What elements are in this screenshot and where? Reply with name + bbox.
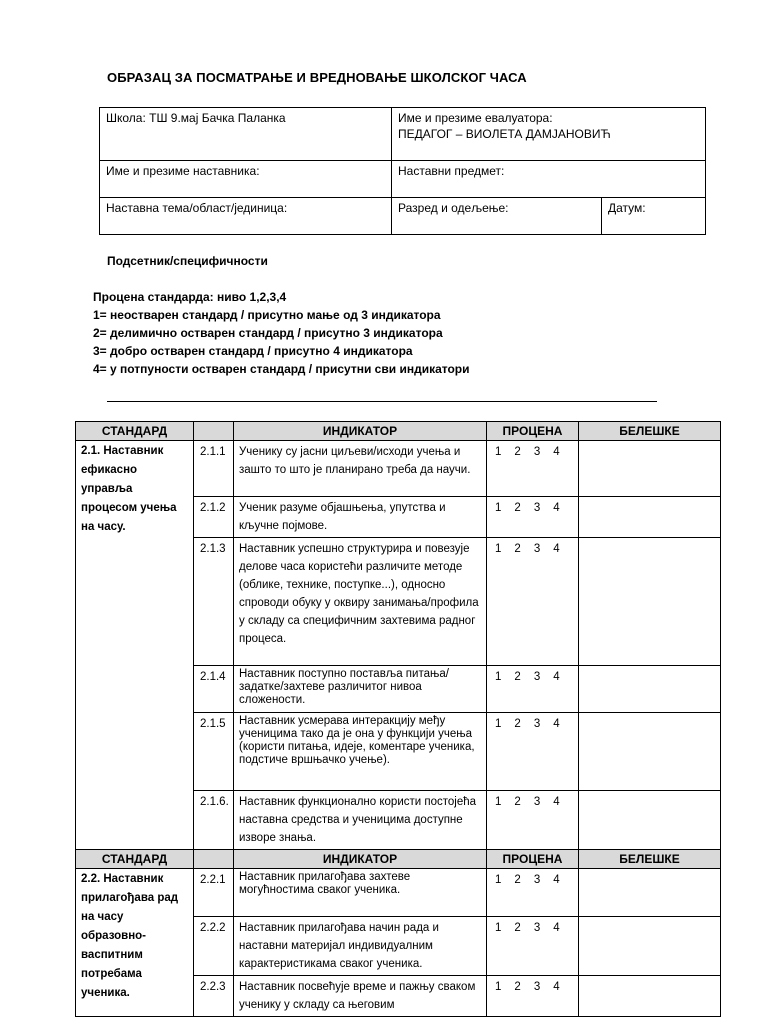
indicator-text: Ученику су јасни циљеви/исходи учења и зашто то што је планирано треба да научи. [234,441,487,497]
score-option-2[interactable]: 2 [514,981,521,993]
score-option-1[interactable]: 1 [495,922,502,934]
assessment-cell[interactable] [487,869,579,917]
score-option-3[interactable]: 3 [533,981,541,993]
notes-cell[interactable] [579,917,721,976]
score-option-2[interactable]: 2 [514,796,521,808]
score-option-3[interactable]: 3 [533,446,541,458]
header-indicator: ИНДИКАТОР [234,850,487,869]
date-label: Датум: [608,201,646,215]
score-option-4[interactable]: 4 [553,981,560,993]
score-option-4[interactable]: 4 [553,502,560,514]
indicator-text: Наставник прилагођава начин рада и наставни материјал индивидуалним карактеристикама сваког ученика. [234,917,487,976]
score-option-1[interactable]: 1 [495,446,502,458]
score-option-4[interactable]: 4 [553,671,560,683]
notes-cell[interactable] [579,791,721,850]
indicator-code: 2.1.1 [194,441,234,497]
score-option-4[interactable]: 4 [553,543,560,555]
evaluator-value: ПЕДАГОГ – ВИОЛЕТА ДАМЈАНОВИЋ [398,127,611,141]
table-header-row [76,850,721,869]
indicator-code: 2.1.4 [194,666,234,713]
score-option-3[interactable]: 3 [533,874,541,886]
info-table [99,107,706,235]
header-standard: СТАНДАРД [76,850,194,869]
assessment-cell[interactable] [487,666,579,713]
divider-line [107,401,657,402]
teacher-field[interactable] [100,161,392,198]
score-option-2[interactable]: 2 [514,671,521,683]
assessment-cell[interactable] [487,538,579,666]
assessment-cell[interactable] [487,976,579,1017]
evaluator-cell[interactable] [392,108,706,161]
notes-cell[interactable] [579,666,721,713]
topic-label: Наставна тема/област/јединица: [106,201,288,215]
score-option-4[interactable]: 4 [553,446,560,458]
scale-legend [93,288,470,378]
score-option-1[interactable]: 1 [495,981,502,993]
score-option-4[interactable]: 4 [553,796,560,808]
teacher-label: Име и презиме наставника: [106,164,260,178]
score-option-4[interactable]: 4 [553,922,560,934]
score-option-2[interactable]: 2 [514,502,521,514]
table-header-row [76,422,721,441]
topic-field[interactable] [100,198,392,235]
score-option-1[interactable]: 1 [495,671,502,683]
indicator-code: 2.1.2 [194,497,234,538]
header-notes: БЕЛЕШКЕ [579,422,721,441]
assessment-cell[interactable] [487,497,579,538]
header-standard: СТАНДАРД [76,422,194,441]
notes-cell[interactable] [579,713,721,791]
score-option-1[interactable]: 1 [495,502,502,514]
notes-cell[interactable] [579,538,721,666]
assessment-cell[interactable] [487,791,579,850]
standard-cell: 2.1. Наставник ефикасно управља процесом учења на часу. [76,441,194,850]
score-option-2[interactable]: 2 [514,874,521,886]
indicator-row [76,869,721,917]
score-option-3[interactable]: 3 [533,671,541,683]
score-option-1[interactable]: 1 [495,718,502,730]
indicator-code: 2.2.1 [194,869,234,917]
header-notes: БЕЛЕШКЕ [579,850,721,869]
scale-heading: Процена стандарда: ниво 1,2,3,4 [93,290,287,304]
score-option-2[interactable]: 2 [514,446,521,458]
score-option-3[interactable]: 3 [533,922,541,934]
notes-cell[interactable] [579,441,721,497]
indicator-text: Наставник посвећује време и пажњу сваком ученику у складу са његовим [234,976,487,1017]
subject-label: Наставни предмет: [398,164,505,178]
notes-cell[interactable] [579,497,721,538]
score-option-4[interactable]: 4 [553,718,560,730]
indicator-code: 2.2.3 [194,976,234,1017]
score-option-1[interactable]: 1 [495,796,502,808]
scale-level-1: 1= неостварен стандард / присутно мање од 3 индикатора [93,308,441,322]
header-assessment: ПРОЦЕНА [487,422,579,441]
indicator-text: Наставник функционално користи постојећа наставна средства и ученицима доступне изворе знања. [234,791,487,850]
score-option-3[interactable]: 3 [533,796,541,808]
score-option-3[interactable]: 3 [533,543,541,555]
indicator-text: Ученик разуме објашњења, упутства и кључне појмове. [234,497,487,538]
school-cell [100,108,392,161]
indicator-text: Наставник поступно поставља питања/задатке/захтеве различитог нивоа сложености. [234,666,487,713]
header-code [194,850,234,869]
reminder-label: Подсетник/специфичности [107,254,268,268]
header-indicator: ИНДИКАТОР [234,422,487,441]
notes-cell[interactable] [579,976,721,1017]
indicator-code: 2.1.5 [194,713,234,791]
score-option-3[interactable]: 3 [533,718,541,730]
indicator-code: 2.1.6. [194,791,234,850]
class-field[interactable] [392,198,602,235]
evaluator-label: Име и презиме евалуатора: [398,111,553,125]
assessment-cell[interactable] [487,713,579,791]
score-option-2[interactable]: 2 [514,922,521,934]
assessment-cell[interactable] [487,917,579,976]
indicator-text: Наставник усмерава интеракцију међу ученицима тако да је она у функцији учења (користи питања, идеје, коментаре ученика, подстиче вршњачко учење). [234,713,487,791]
date-field[interactable] [602,198,706,235]
score-option-3[interactable]: 3 [533,502,541,514]
scale-level-2: 2= делимично остварен стандард / присутно 3 индикатора [93,326,443,340]
indicator-code: 2.2.2 [194,917,234,976]
header-assessment: ПРОЦЕНА [487,850,579,869]
page-title: ОБРАЗАЦ ЗА ПОСМАТРАЊЕ И ВРЕДНОВАЊЕ ШКОЛСКОГ ЧАСА [107,70,527,85]
score-option-2[interactable]: 2 [514,543,521,555]
assessment-cell[interactable] [487,441,579,497]
scale-level-4: 4= у потпуности остварен стандард / присутни сви индикатори [93,362,470,376]
score-option-4[interactable]: 4 [553,874,560,886]
school-label: Школа: ТШ 9.мај Бачка Паланка [106,111,286,125]
scale-level-3: 3= добро остварен стандард / присутно 4 индикатора [93,344,413,358]
indicator-text: Наставник успешно структурира и повезује делове часа користећи различите методе (облике, технике, поступке...), односно спроводи обуку у оквиру занимања/профила у складу са специфичним захтевима радног процеса. [234,538,487,666]
score-option-1[interactable]: 1 [495,543,502,555]
indicator-code: 2.1.3 [194,538,234,666]
standard-cell: 2.2. Наставник прилагођава рад на часу образовно-васпитним потребама ученика. [76,869,194,1017]
score-option-2[interactable]: 2 [514,718,521,730]
score-option-1[interactable]: 1 [495,874,502,886]
standards-table [75,421,721,1017]
notes-cell[interactable] [579,869,721,917]
indicator-text: Наставник прилагођава захтеве могућностима сваког ученика. [234,869,487,917]
subject-field[interactable] [392,161,706,198]
class-label: Разред и одељење: [398,201,509,215]
indicator-row [76,441,721,497]
header-code [194,422,234,441]
